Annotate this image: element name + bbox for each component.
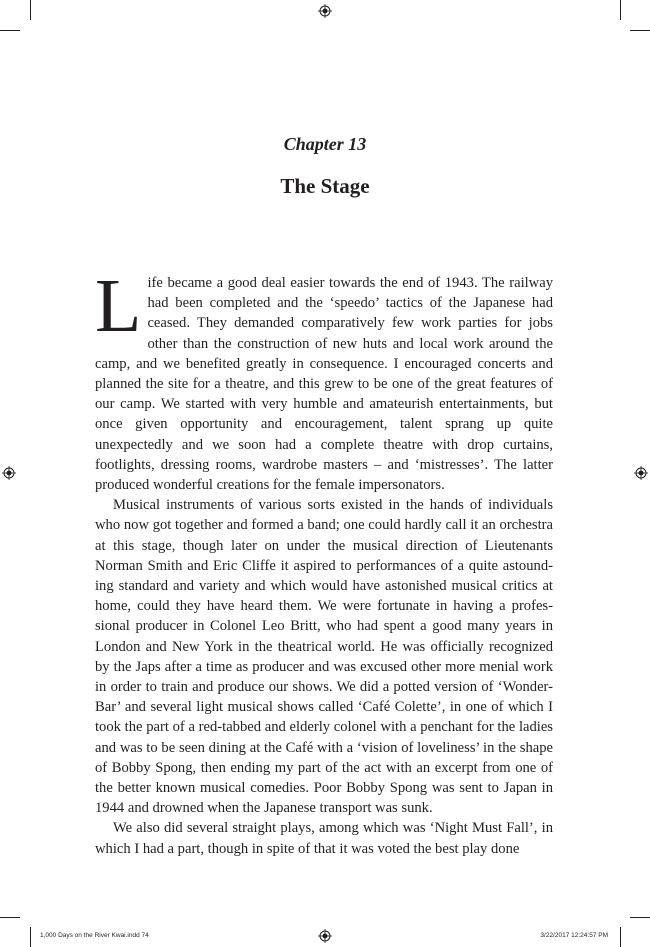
chapter-label: Chapter 13: [283, 134, 367, 154]
paragraph: [95, 264, 553, 495]
crop-mark-bottom-right-vertical: [620, 927, 621, 947]
crop-mark-bottom-left-vertical: [30, 927, 31, 947]
crop-mark-top-left-vertical: [30, 0, 31, 20]
registration-mark-icon: [634, 466, 648, 480]
registration-mark-icon: [318, 929, 332, 943]
slug-filename: 1,000 Days on the River Kwai.indd 74: [40, 932, 149, 939]
registration-mark-icon: [318, 4, 332, 18]
registration-mark-icon: [2, 466, 16, 480]
paragraph: We also did several straight plays, among which was ‘Night Must Fall’, in which I had a part, though in spite of that it was voted the best play done: [95, 820, 553, 857]
paragraph-text: ife became a good deal easier towards the end of 1943. The railway had been completed and the ‘speedo’ tactics of the Japanese had ceased. They demanded comparatively few work parties for jobs other than the construction of new huts and local work around the camp, and we benefited greatly in consequence. I encouraged concerts and planned the site for a theatre, and this grew to be one of the great features of our camp. We started with very humble and amateurish entertainments, but once given opportunity and encouragement, talent sprang up quite unexpectedly and we soon had a complete theatre with drop curtains, footlights, dressing rooms, wardrobe masters – and ‘mistresses’. The latter produced wonderful creations for the female impersonators.: [95, 275, 553, 494]
chapter-title: The Stage: [280, 174, 370, 198]
crop-mark-bottom-left-horizontal: [0, 917, 20, 918]
crop-mark-top-right-vertical: [620, 0, 621, 20]
crop-mark-top-left-horizontal: [0, 30, 20, 31]
drop-cap: L: [95, 264, 142, 348]
paragraph: Musical instruments of various sorts existed in the hands of individuals who now got together and formed a band; one could hardly call it an orchestra at this stage, though later on under the musical direction of Lieutenants Norman Smith and Eric Cliffe it aspired to performances of a quite astounding standard and variety and which would have astonished musical critics at home, could they have heard them. We were fortunate in having a professional producer in Colonel Leo Britt, who had spent a good many years in London and New York in the theatrical world. He was officially recognized by the Japs after a time as producer and was excused other more menial work in order to train and produce our shows. We did a potted version of ‘Wonder-Bar’ and several light musical shows called ‘Café Colette’, in one of which I took the part of a red-tabbed and elderly colonel with a penchant for the ladies and was to be seen dining at the Café with a ‘vision of loveliness’ in the shape of Bobby Spong, then ending my part of the act with an excerpt from one of the better known musical comedies. Poor Bobby Spong was sent to Japan in 1944 and drowned when the Japanese transport was sunk.: [95, 497, 553, 817]
crop-mark-bottom-right-horizontal: [630, 917, 650, 918]
chapter-body: [95, 264, 553, 859]
crop-mark-top-right-horizontal: [630, 30, 650, 31]
slug-datetime: 3/22/2017 12:24:57 PM: [540, 932, 608, 939]
